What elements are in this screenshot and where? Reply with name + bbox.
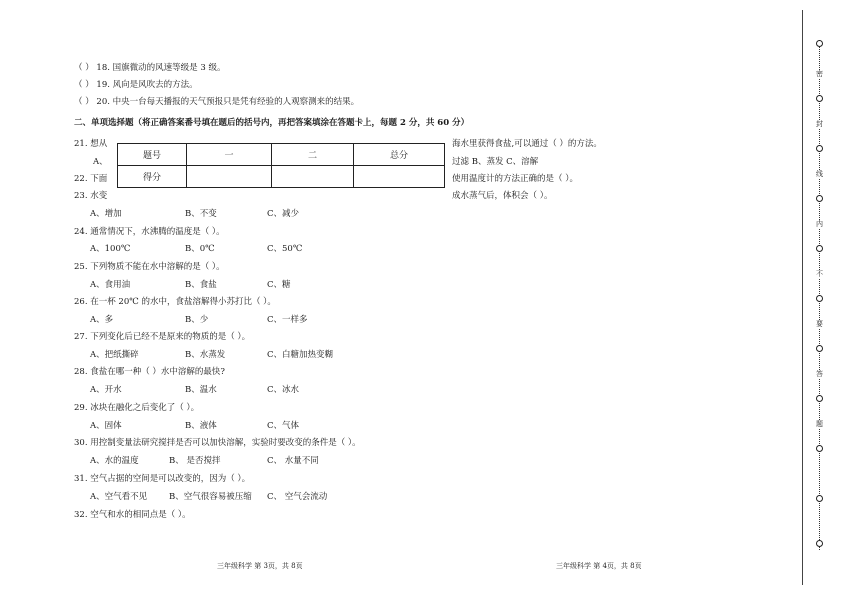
binding-char: 线 — [816, 170, 823, 178]
q24-option-c: C、50℃ — [267, 244, 303, 254]
binding-char: 要 — [816, 320, 823, 328]
judge-item-18 — [74, 62, 225, 74]
q21-stem: 21. 想从 — [74, 139, 108, 149]
binding-char: 封 — [816, 120, 823, 128]
score-header-part2: 二 — [272, 144, 354, 166]
judge-text: 19. 风向是风吹去的方法。 — [96, 80, 198, 90]
q32-stem: 32. 空气和水的相同点是（ ）。 — [74, 510, 191, 520]
binding-circle — [816, 195, 823, 202]
q31-option-b: B、空气很容易被压缩 — [169, 492, 252, 502]
q28-option-a: A、开水 — [90, 385, 122, 395]
q21-stem-cont: 海水里获得食盐,可以通过（ ）的方法。 — [452, 139, 602, 149]
score-cell[interactable] — [187, 166, 272, 188]
q28-option-b: B、温水 — [185, 385, 217, 395]
q31-option-c: C、 空气会流动 — [267, 492, 328, 502]
judge-text: 18. 国旗微动的风速等级是 3 级。 — [96, 63, 226, 73]
binding-circle — [816, 345, 823, 352]
q29-option-a: A、固体 — [90, 421, 122, 431]
q23-stem: 23. 水变 — [74, 191, 108, 201]
q26-stem: 26. 在一杯 20℃ 的水中，食盐溶解得小苏打比（ ）。 — [74, 297, 276, 307]
binding-circle — [816, 245, 823, 252]
q23-option-b: B、不变 — [185, 209, 217, 219]
q25-stem: 25. 下列物质不能在水中溶解的是（ ）。 — [74, 262, 225, 272]
page-footer-left: 三年级科学 第 3页，共 8页 — [217, 562, 303, 570]
q26-option-a: A、多 — [90, 315, 114, 325]
binding-line — [812, 40, 828, 550]
q29-stem: 29. 冰块在融化之后变化了（ ）。 — [74, 403, 200, 413]
q24-option-a: A、100℃ — [90, 244, 131, 254]
q30-stem: 30. 用控制变量法研究搅拌是否可以加快溶解，实验时要改变的条件是（ ）。 — [74, 438, 361, 448]
binding-circle — [816, 295, 823, 302]
section-2-header: 二、单项选择题（将正确答案番号填在题后的括号内，再把答案填涂在答题卡上，每题 2 分，共 60 分） — [74, 118, 470, 128]
binding-char: 密 — [816, 70, 823, 78]
q24-option-b: B、0℃ — [185, 244, 215, 254]
q29-option-c: C、气体 — [267, 421, 300, 431]
binding-circle — [816, 145, 823, 152]
q26-option-b: B、少 — [185, 315, 209, 325]
q23-stem-cont: 成水蒸气后，体积会（ ）。 — [452, 191, 553, 201]
binding-circle — [816, 540, 823, 547]
score-table — [117, 143, 445, 188]
score-cell[interactable] — [272, 166, 354, 188]
q29-option-b: B、液体 — [185, 421, 217, 431]
binding-circle — [816, 40, 823, 47]
q25-option-b: B、食盐 — [185, 280, 217, 290]
answer-paren: （ ） — [74, 63, 94, 73]
judge-item-20 — [74, 96, 359, 108]
q22-stem: 22. 下面 — [74, 174, 108, 184]
q28-option-c: C、冰水 — [267, 385, 300, 395]
q30-option-b: B、 是否搅拌 — [169, 456, 221, 466]
q30-option-a: A、水的温度 — [90, 456, 139, 466]
page-footer-right: 三年级科学 第 4页，共 8页 — [556, 562, 642, 570]
judge-item-19 — [74, 79, 198, 91]
q28-stem: 28. 食盐在哪一种（ ）水中溶解的最快? — [74, 367, 225, 377]
binding-circle — [816, 445, 823, 452]
score-cell[interactable] — [354, 166, 445, 188]
q21-option-a: A、 — [93, 157, 108, 167]
binding-char: 不 — [816, 270, 823, 278]
binding-circle — [816, 95, 823, 102]
q25-option-a: A、食用油 — [90, 280, 131, 290]
q25-option-c: C、糖 — [267, 280, 291, 290]
binding-circle — [816, 395, 823, 402]
q27-option-c: C、白糖加热变糊 — [267, 350, 334, 360]
q23-option-a: A、增加 — [90, 209, 122, 219]
binding-char: 答 — [816, 370, 823, 378]
margin-rule — [802, 10, 803, 585]
q27-stem: 27. 下列变化后已经不是原来的物质的是（ ）。 — [74, 332, 251, 342]
q23-option-c: C、减少 — [267, 209, 300, 219]
q21-options: 过滤 B、蒸发 C、溶解 — [452, 157, 539, 167]
q31-option-a: A、空气看不见 — [90, 492, 148, 502]
q27-option-a: A、把纸撕碎 — [90, 350, 139, 360]
binding-char: 题 — [816, 420, 823, 428]
q22-stem-cont: 使用温度计的方法正确的是（ ）。 — [452, 174, 578, 184]
answer-paren: （ ） — [74, 80, 94, 90]
q26-option-c: C、一样多 — [267, 315, 308, 325]
binding-char: 内 — [816, 220, 823, 228]
score-row-label: 得分 — [118, 166, 187, 188]
q31-stem: 31. 空气占据的空间是可以改变的，因为（ ）。 — [74, 474, 251, 484]
q27-option-b: B、水蒸发 — [185, 350, 226, 360]
q30-option-c: C、 水量不同 — [267, 456, 319, 466]
score-header-total: 总分 — [354, 144, 445, 166]
judge-text: 20. 中央一台每天播报的天气预报只是凭有经验的人观察测来的结果。 — [96, 97, 360, 107]
score-header-part1: 一 — [187, 144, 272, 166]
answer-paren: （ ） — [74, 97, 94, 107]
q24-stem: 24. 通常情况下，水沸腾的温度是（ ）。 — [74, 227, 225, 237]
score-header-number: 题号 — [118, 144, 187, 166]
binding-circle — [816, 495, 823, 502]
